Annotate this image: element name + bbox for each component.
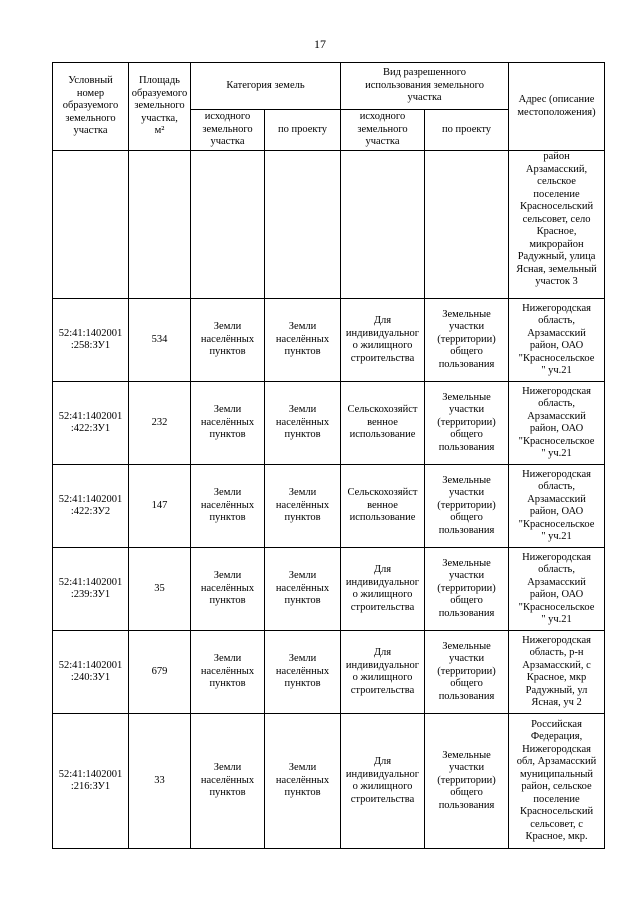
cad-number-cell: 52:41:1402001 :216:ЗУ1 [53, 714, 129, 849]
use-source-cell: Для индивидуальног о жилищного строительства [341, 631, 425, 714]
use-source-cell: Сельскохозяйст венное использование [341, 465, 425, 548]
address-cell: Нижегородская область, Арзамасский район, ОАО "Красносельское " уч.21 [509, 299, 605, 382]
address-cell: Российская Федерация, Нижегородская обл, Арзамасский муниципальный район, сельское поселение Красносельский сельсовет, с Красное, мкр. [509, 714, 605, 849]
table-row [53, 151, 605, 299]
header-use-source: исходного земельного участка [341, 110, 425, 151]
header-address: Адрес (описание местоположения) [509, 63, 605, 151]
cad-number-cell: 52:41:1402001 :240:ЗУ1 [53, 631, 129, 714]
area-cell: 33 [129, 714, 191, 849]
address-cell: район Арзамасский, сельское поселение Красносельский сельсовет, село Красное, микрорайон Радужный, улица Ясная, земельный участок 3 [509, 151, 605, 299]
table-row [53, 299, 605, 382]
table-row [53, 465, 605, 548]
area-cell: 679 [129, 631, 191, 714]
area-cell: 147 [129, 465, 191, 548]
category-source-cell: Земли населённых пунктов [191, 548, 265, 631]
category-project-cell: Земли населённых пунктов [265, 714, 341, 849]
header-category-source: исходного земельного участка [191, 110, 265, 151]
header-category-project: по проекту [265, 110, 341, 151]
category-project-cell: Земли населённых пунктов [265, 465, 341, 548]
header-use-kind: Вид разрешенного использования земельного участка [341, 63, 509, 110]
use-project-cell: Земельные участки (территории) общего пользования [425, 465, 509, 548]
table-row [53, 548, 605, 631]
use-project-cell: Земельные участки (территории) общего пользования [425, 714, 509, 849]
category-project-cell: Земли населённых пунктов [265, 631, 341, 714]
area-cell: 534 [129, 299, 191, 382]
header-area: Площадь образуемого земельного участка, м² [129, 63, 191, 151]
table-cell [53, 151, 129, 299]
table-cell [129, 151, 191, 299]
category-project-cell: Земли населённых пунктов [265, 299, 341, 382]
address-cell: Нижегородская область, р-н Арзамасский, с Красное, мкр Радужный, ул Ясная, уч 2 [509, 631, 605, 714]
table-cell [425, 151, 509, 299]
category-source-cell: Земли населённых пунктов [191, 465, 265, 548]
cad-number-cell: 52:41:1402001 :422:ЗУ1 [53, 382, 129, 465]
category-source-cell: Земли населённых пунктов [191, 714, 265, 849]
category-source-cell: Земли населённых пунктов [191, 631, 265, 714]
table-cell [265, 151, 341, 299]
address-cell: Нижегородская область, Арзамасский район, ОАО "Красносельское " уч.21 [509, 465, 605, 548]
cad-number-cell: 52:41:1402001 :258:ЗУ1 [53, 299, 129, 382]
table-cell [341, 151, 425, 299]
use-source-cell: Для индивидуальног о жилищного строительства [341, 714, 425, 849]
area-cell: 232 [129, 382, 191, 465]
cad-number-cell: 52:41:1402001 :239:ЗУ1 [53, 548, 129, 631]
category-project-cell: Земли населённых пунктов [265, 548, 341, 631]
address-cell: Нижегородская область, Арзамасский район, ОАО "Красносельское " уч.21 [509, 548, 605, 631]
use-project-cell: Земельные участки (территории) общего пользования [425, 548, 509, 631]
header-cad-number: Условный номер образуемого земельного участка [53, 63, 129, 151]
use-project-cell: Земельные участки (территории) общего пользования [425, 631, 509, 714]
header-category: Категория земель [191, 63, 341, 110]
cad-number-cell: 52:41:1402001 :422:ЗУ2 [53, 465, 129, 548]
use-source-cell: Для индивидуальног о жилищного строительства [341, 548, 425, 631]
area-cell: 35 [129, 548, 191, 631]
header-use-project: по проекту [425, 110, 509, 151]
category-source-cell: Земли населённых пунктов [191, 382, 265, 465]
table-row [53, 631, 605, 714]
address-cell: Нижегородская область, Арзамасский район, ОАО "Красносельское " уч.21 [509, 382, 605, 465]
land-plots-table [52, 62, 605, 849]
page-number: 17 [314, 37, 326, 51]
table-cell [191, 151, 265, 299]
use-source-cell: Для индивидуальног о жилищного строительства [341, 299, 425, 382]
category-project-cell: Земли населённых пунктов [265, 382, 341, 465]
use-project-cell: Земельные участки (территории) общего пользования [425, 299, 509, 382]
category-source-cell: Земли населённых пунктов [191, 299, 265, 382]
use-source-cell: Сельскохозяйст венное использование [341, 382, 425, 465]
use-project-cell: Земельные участки (территории) общего пользования [425, 382, 509, 465]
table-row [53, 382, 605, 465]
table-row [53, 714, 605, 849]
